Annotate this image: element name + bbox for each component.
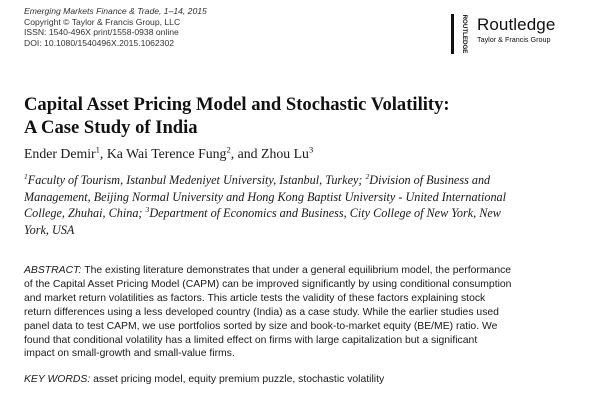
affiliation-line	[24, 222, 584, 239]
affil-marker: 1	[24, 171, 28, 181]
abstract-line: found that conditional volatility has a limited effect on firms with large capitalization but a significant	[24, 334, 478, 346]
affiliation-text: Management, Beijing Normal University and Hong Kong Baptist University - United International	[24, 189, 507, 204]
affiliation-line	[24, 172, 584, 189]
vertical-brand-text: ROUTLEDGE	[461, 14, 468, 54]
author-affil-marker: 3	[308, 144, 314, 155]
affiliation-line	[24, 205, 584, 222]
affiliation-text: College, Zhuhai, China;	[24, 206, 146, 220]
keywords-label: KEY WORDS:	[24, 374, 91, 385]
affiliations	[24, 172, 584, 238]
affil-marker: 2	[365, 171, 370, 181]
abstract	[24, 264, 584, 361]
affiliation-text: Faculty of Tourism, Istanbul Medeniyet University, Istanbul, Turkey;	[27, 173, 366, 187]
abstract-line: of the Capital Asset Pricing Model (CAPM) can be improved significantly by using conditional consumption	[24, 278, 512, 290]
abstract-text: The existing literature demonstrates that under a general equilibrium model, the performance	[81, 265, 512, 276]
abstract-line: return differences using a less developed country (India) as a case study. While the earlier studies used	[24, 306, 499, 318]
author-name: Ender Demir	[24, 146, 96, 161]
journal-metadata	[24, 6, 207, 48]
author-name: Zhou Lu	[261, 146, 309, 161]
author-affil-marker: 1	[95, 144, 100, 155]
keywords	[24, 373, 384, 387]
author-separator: , and	[230, 146, 262, 161]
issn-line: ISSN: 1540-496X print/1558-0938 online	[24, 27, 179, 38]
author-name: Ka Wai Terence Fung	[106, 146, 227, 161]
abstract-line: panel data to test CAPM, we use portfolios sorted by size and book-to-market equity (BE/ME) ratio. We	[24, 320, 498, 332]
routledge-logo-mark	[451, 14, 473, 54]
keywords-text: asset pricing model, equity premium puzzle, stochastic volatility	[90, 374, 385, 385]
journal-citation: Emerging Markets Finance & Trade, 1–14, 2015	[24, 6, 207, 16]
affiliation-line	[24, 189, 584, 206]
abstract-label: ABSTRACT:	[24, 265, 82, 276]
doi-line: DOI: 10.1080/1540496X.2015.1062302	[24, 37, 175, 48]
author-list	[24, 145, 313, 162]
publisher-logo	[451, 14, 555, 54]
copyright-line: Copyright © Taylor & Francis Group, LLC	[24, 16, 181, 27]
affil-marker: 3	[145, 204, 150, 214]
abstract-line: impact on small-growth and small-value firms.	[24, 348, 235, 360]
affiliation-text: Division of Business and	[369, 173, 491, 187]
affiliation-text: York, USA	[24, 222, 75, 237]
affiliation-text: Department of Economics and Business, City College of New York, New	[149, 206, 501, 220]
abstract-line: and market return volatilities as factors. This article tests the validity of these factors explaining stock	[24, 292, 486, 304]
author-separator: ,	[99, 146, 107, 161]
paper-title	[24, 93, 584, 139]
abstract-line	[24, 264, 584, 278]
publisher-subtitle: Taylor & Francis Group	[477, 35, 551, 44]
title-line-1: Capital Asset Pricing Model and Stochastic Volatility:	[24, 94, 450, 115]
author-affil-marker: 2	[226, 144, 231, 155]
publisher-name: Routledge	[477, 15, 556, 34]
title-line-2: A Case Study of India	[24, 117, 198, 138]
